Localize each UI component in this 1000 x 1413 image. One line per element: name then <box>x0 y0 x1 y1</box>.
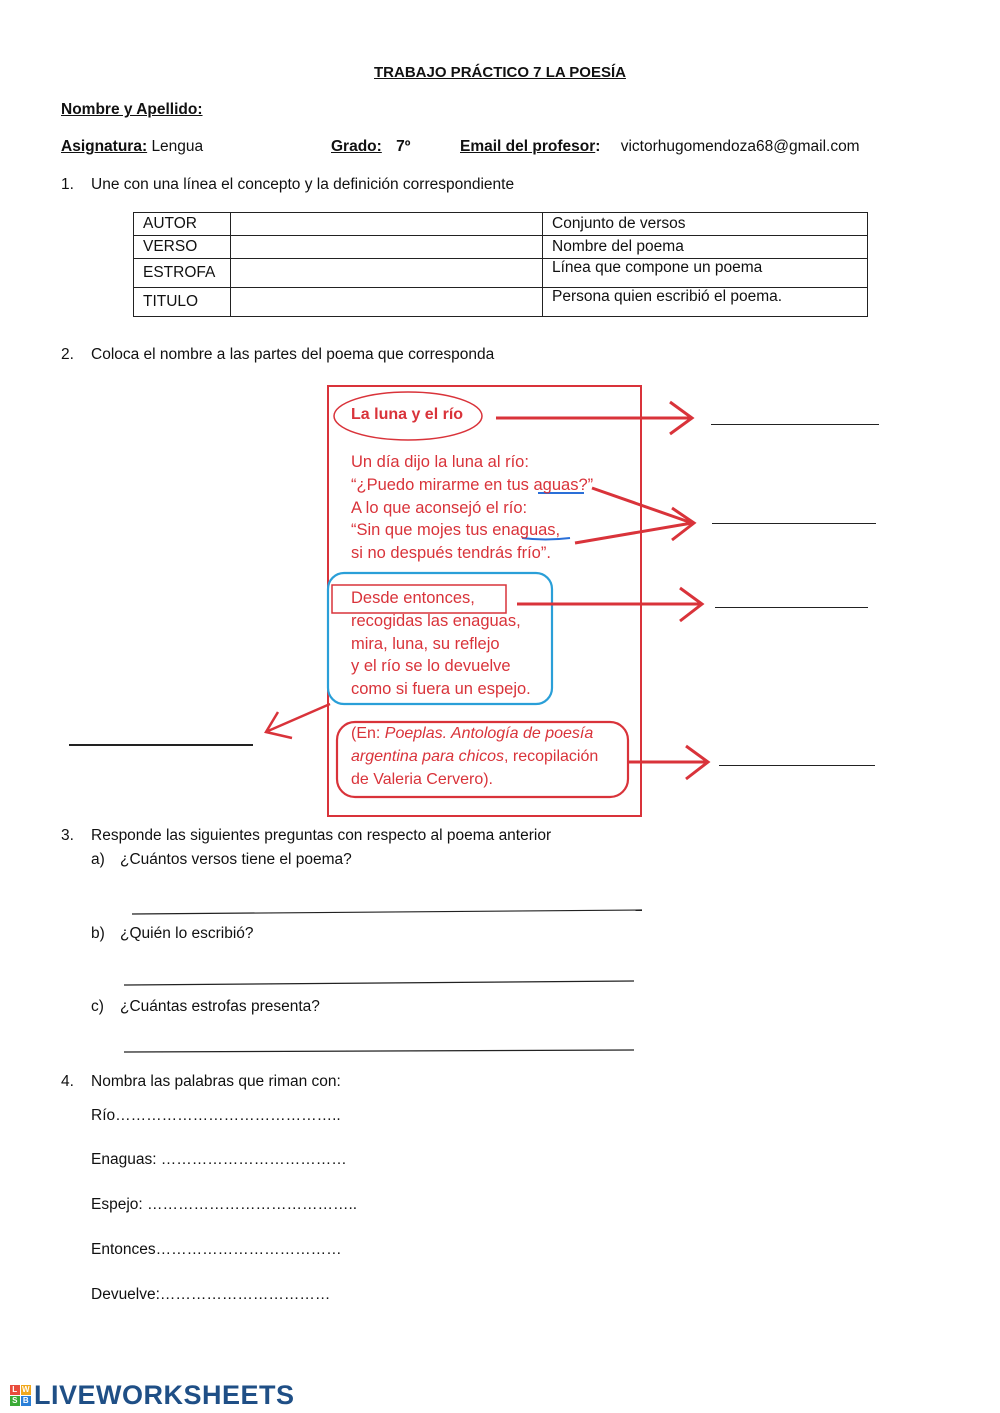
verse: mira, luna, su reflejo <box>351 634 500 653</box>
q4-number: 4. <box>61 1073 74 1090</box>
verse: “¿Puedo mirarme en tus aguas?” <box>351 475 594 494</box>
page-title: TRABAJO PRÁCTICO 7 LA POESÍA <box>374 64 626 81</box>
source-suffix: , recopilación <box>503 747 599 765</box>
source-book-title: Poeplas. Antología de poesía <box>384 725 594 742</box>
answer-line-verse[interactable] <box>715 607 868 608</box>
logo-text: LIVEWORKSHEETS <box>34 1380 295 1410</box>
concept-cell: VERSO <box>134 236 231 259</box>
stanza-2 <box>351 587 531 701</box>
poem-title: La luna y el río <box>351 406 464 423</box>
answer-line-q3a[interactable] <box>130 906 645 918</box>
source-compiler: de Valeria Cervero). <box>351 770 493 788</box>
arrow-title <box>496 402 692 434</box>
email-label: Email del profesor <box>460 138 596 155</box>
answer-line-stanza[interactable] <box>712 523 876 524</box>
q3a-question: ¿Cuántos versos tiene el poema? <box>120 851 352 868</box>
concept-cell: ESTROFA <box>134 259 231 288</box>
poem-source <box>351 723 598 791</box>
verse: Un día dijo la luna al río: <box>351 453 529 471</box>
q2-text: Coloca el nombre a las partes del poema que corresponda <box>91 346 495 363</box>
verse: si no después tendrás frío”. <box>351 544 551 563</box>
verse: A lo que aconsejó el río: <box>351 498 528 517</box>
q3b-letter: b) <box>91 925 105 942</box>
concept-cell: AUTOR <box>134 213 231 236</box>
subject-value: Lengua <box>151 138 204 155</box>
q3c-question: ¿Cuántas estrofas presenta? <box>120 998 320 1015</box>
q3c-letter: c) <box>91 998 104 1015</box>
q4-text: Nombra las palabras que riman con: <box>91 1073 341 1090</box>
answer-line-q3c[interactable] <box>122 1045 637 1057</box>
rhyme-item[interactable]: Río…………………………………….. <box>91 1107 341 1124</box>
source-prefix: (En: <box>351 725 385 742</box>
stanza-1 <box>351 451 593 565</box>
definition-cell: Línea que compone un poema <box>543 259 868 288</box>
logo-icon: L W S B <box>10 1385 32 1407</box>
arrow-source <box>628 746 708 779</box>
arrow-left <box>266 704 330 738</box>
rhyme-item[interactable]: Espejo: ………………………………….. <box>91 1196 358 1213</box>
subject-label: Asignatura: <box>61 138 148 155</box>
q2-number: 2. <box>61 346 74 363</box>
q3-number: 3. <box>61 827 74 844</box>
q3-text: Responde las siguientes preguntas con respecto al poema anterior <box>91 827 552 844</box>
liveworksheets-logo <box>10 1380 295 1411</box>
grade-label: Grado: <box>331 138 382 155</box>
verse: recogidas las enaguas, <box>351 611 521 630</box>
rhyme-item[interactable]: Entonces……………………………… <box>91 1241 342 1258</box>
verse: como si fuera un espejo. <box>351 680 531 699</box>
q1-text: Une con una línea el concepto y la definición correspondiente <box>91 176 515 193</box>
answer-line-source[interactable] <box>719 765 875 766</box>
arrow-verse <box>517 588 702 621</box>
concept-cell: TITULO <box>134 288 231 317</box>
q1-number: 1. <box>61 176 74 193</box>
source-book-title-cont: argentina para chicos <box>351 747 504 765</box>
definition-cell: Conjunto de versos <box>543 213 868 236</box>
name-label: Nombre y Apellido: <box>61 101 203 118</box>
answer-line-title[interactable] <box>711 424 879 425</box>
email-colon: : <box>595 138 601 155</box>
rhyme-item[interactable]: Enaguas: ……………………………… <box>91 1151 347 1168</box>
answer-line-left[interactable] <box>69 744 253 746</box>
grade-value: 7º <box>396 138 411 155</box>
q3a-letter: a) <box>91 851 105 868</box>
definition-cell: Persona quien escribió el poema. <box>543 288 868 317</box>
verse: “Sin que mojes tus enaguas, <box>351 521 561 540</box>
verse: Desde entonces, <box>351 589 475 607</box>
definition-cell: Nombre del poema <box>543 236 868 259</box>
email-value: victorhugomendoza68@gmail.com <box>620 138 860 155</box>
verse: y el río se lo devuelve <box>351 657 511 676</box>
q3b-question: ¿Quién lo escribió? <box>120 925 254 942</box>
answer-line-q3b[interactable] <box>122 977 637 989</box>
rhyme-item[interactable]: Devuelve:…………………………… <box>91 1286 331 1303</box>
